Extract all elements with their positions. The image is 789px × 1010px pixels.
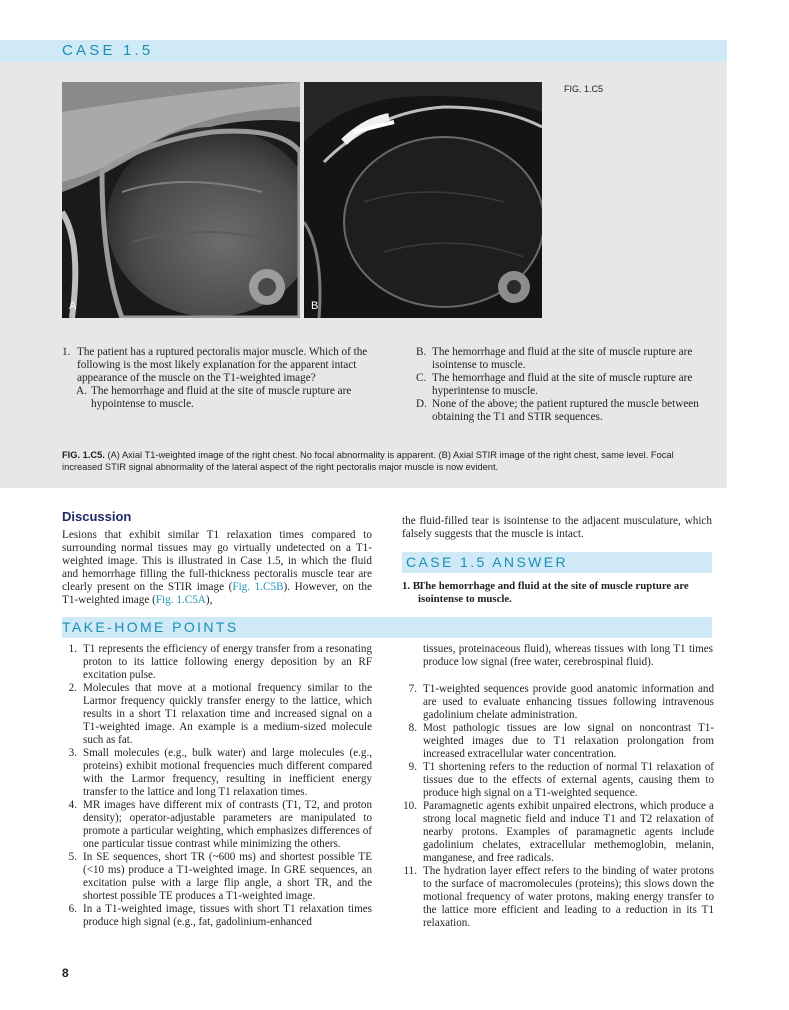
page-number: 8 xyxy=(62,966,69,980)
case-panel xyxy=(0,40,727,488)
answer-label: 1. B. xyxy=(402,580,423,592)
option-b-label: B. xyxy=(416,346,427,358)
take-home-point-6-continuation: tissues, proteinaceous fluid), whereas tissues with long T1 times produce low signal (free water, cerebrospinal fluid). xyxy=(423,643,713,668)
option-a xyxy=(62,385,380,411)
discussion-continuation: the fluid-filled tear is isointense to the adjacent musculature, which falsely suggests that the muscle is intact. xyxy=(402,515,712,540)
discussion-body xyxy=(62,529,372,607)
answer-text xyxy=(402,580,714,606)
figure-caption xyxy=(62,449,712,473)
figure-link-a[interactable]: Fig. 1.C5A xyxy=(155,594,206,606)
take-home-point: 8. Most pathologic tissues are low signal on noncontrast T1-weighted images due to T1 relaxation prolongation from increased extracellular water concentration. xyxy=(408,722,714,760)
take-home-point: 6. In a T1-weighted image, tissues with short T1 relaxation times produce high signal (e.g., fat, gadolinium-enhanced xyxy=(68,903,372,928)
discussion-heading: Discussion xyxy=(62,509,132,524)
discussion-part-3: ), xyxy=(205,594,213,606)
option-b xyxy=(416,346,716,372)
case-header-bar xyxy=(0,40,727,62)
mri-image-b xyxy=(304,82,542,318)
take-home-point: 9. T1 shortening refers to the reduction of normal T1 relaxation of tissues due to the effects of external agents, causing them to produce high signal on a T1-weighted sequence. xyxy=(408,761,714,799)
figure-reference: FIG. 1.C5 xyxy=(564,84,604,94)
option-d-label: D. xyxy=(416,398,427,410)
take-home-point: 3. Small molecules (e.g., bulk water) and large molecules (e.g., proteins) exhibit motional frequencies much different compared with the Larmor frequency, resulting in inefficient energy transfer to the lattice and long T1 relaxation times. xyxy=(68,747,372,798)
case-title: CASE 1.5 xyxy=(62,42,154,59)
take-home-point: 10. Paramagnetic agents exhibit unpaired electrons, which produce a strong local magnetic field and induce T1 and T2 relaxation of nearby protons. Examples of paramagnetic agents include gadolinium chelates, extracellular methemoglobin, melanin, manganese, and free radicals. xyxy=(403,800,714,864)
take-home-point: 7. T1-weighted sequences provide good anatomic information and are used to evaluate enhancing tissues following intravenous gadolinium chelate administration. xyxy=(408,683,714,721)
option-d xyxy=(416,398,716,424)
take-home-list-left xyxy=(62,643,372,929)
take-home-point: 11. The hydration layer effect refers to the binding of water protons to the surface of macromolecules (proteins); this slows down the motional frequency of water protons, making energy transfer to the lattice more efficient and leading to a reduction in its T1 relaxation. xyxy=(403,865,714,929)
option-c xyxy=(416,372,716,398)
take-home-point: 5. In SE sequences, short TR (~600 ms) and shortest possible TE (<10 ms) produce a T1-weighted image. In GRE sequences, an excitation pulse with a large flip angle, a short TR, and the shortest possible TE produces a T1-weighted image. xyxy=(68,851,372,902)
question-1 xyxy=(62,346,380,385)
figure-link-b[interactable]: Fig. 1.C5B xyxy=(232,581,284,593)
mri-image-a xyxy=(62,82,300,318)
take-home-point: 4. MR images have different mix of contrasts (T1, T2, and proton density); operator-adjustable parameters are manipulated to promote a particular weighting, which emphasizes differences of one particular tissue contrast while minimizing the others. xyxy=(68,799,372,850)
take-home-title: TAKE-HOME POINTS xyxy=(62,619,239,635)
option-c-text: The hemorrhage and fluid at the site of muscle rupture are hyperintense to muscle. xyxy=(432,372,693,397)
question-text: The patient has a ruptured pectoralis major muscle. Which of the following is the most likely explanation for the apparent intact appearance of the muscle on the T1-weighted image? xyxy=(77,346,368,384)
option-d-text: None of the above; the patient ruptured the muscle between obtaining the T1 and STIR sequences. xyxy=(432,398,699,423)
image-a-label: A xyxy=(69,300,77,312)
mri-t1-illustration xyxy=(62,82,300,318)
option-a-label: A. xyxy=(76,385,87,397)
caption-label: FIG. 1.C5. xyxy=(62,450,105,460)
option-b-text: The hemorrhage and fluid at the site of muscle rupture are isointense to muscle. xyxy=(432,346,693,371)
option-a-text: The hemorrhage and fluid at the site of muscle rupture are hypointense to muscle. xyxy=(91,385,352,410)
mri-stir-illustration xyxy=(304,82,542,318)
take-home-list-right xyxy=(402,683,714,930)
take-home-header-bar xyxy=(62,617,712,638)
answer-header-bar xyxy=(402,552,712,573)
answer-title: CASE 1.5 ANSWER xyxy=(406,554,569,570)
question-column-left xyxy=(62,346,380,411)
take-home-point: 2. Molecules that move at a motional frequency similar to the Larmor frequency quickly transfer energy to the lattice, which results in a short T1 relaxation time and increased signal on a T1-weighted image. An example is a medium-sized molecule such as fat. xyxy=(68,682,372,746)
option-c-label: C. xyxy=(416,372,427,384)
answer-body: The hemorrhage and fluid at the site of muscle rupture are isointense to muscle. xyxy=(418,580,689,605)
image-b-label: B xyxy=(311,300,319,312)
take-home-point: 1. T1 represents the efficiency of energy transfer from a resonating proton to its lattice following energy deposition by an RF excitation pulse. xyxy=(68,643,372,681)
caption-text: (A) Axial T1-weighted image of the right chest. No focal abnormality is apparent. (B) Axial STIR image of the right chest, same level. Focal increased STIR signal abnormality of the lateral aspect of the right pectoralis major muscle is now evident. xyxy=(62,450,674,472)
question-number: 1. xyxy=(62,346,71,358)
question-column-right xyxy=(416,346,716,424)
discussion-part-1: Lesions that exhibit similar T1 relaxation times compared to surrounding normal tissues may go virtually undetected on a T1-weighted image. This is illustrated in Case 1.5, in which the fluid and hemorrhage filling the full-thickness pectoralis muscle tear are clearly present on the STIR image ( xyxy=(62,529,372,593)
discussion-part-2: ). However, on the T1-weighted image ( xyxy=(62,581,372,606)
